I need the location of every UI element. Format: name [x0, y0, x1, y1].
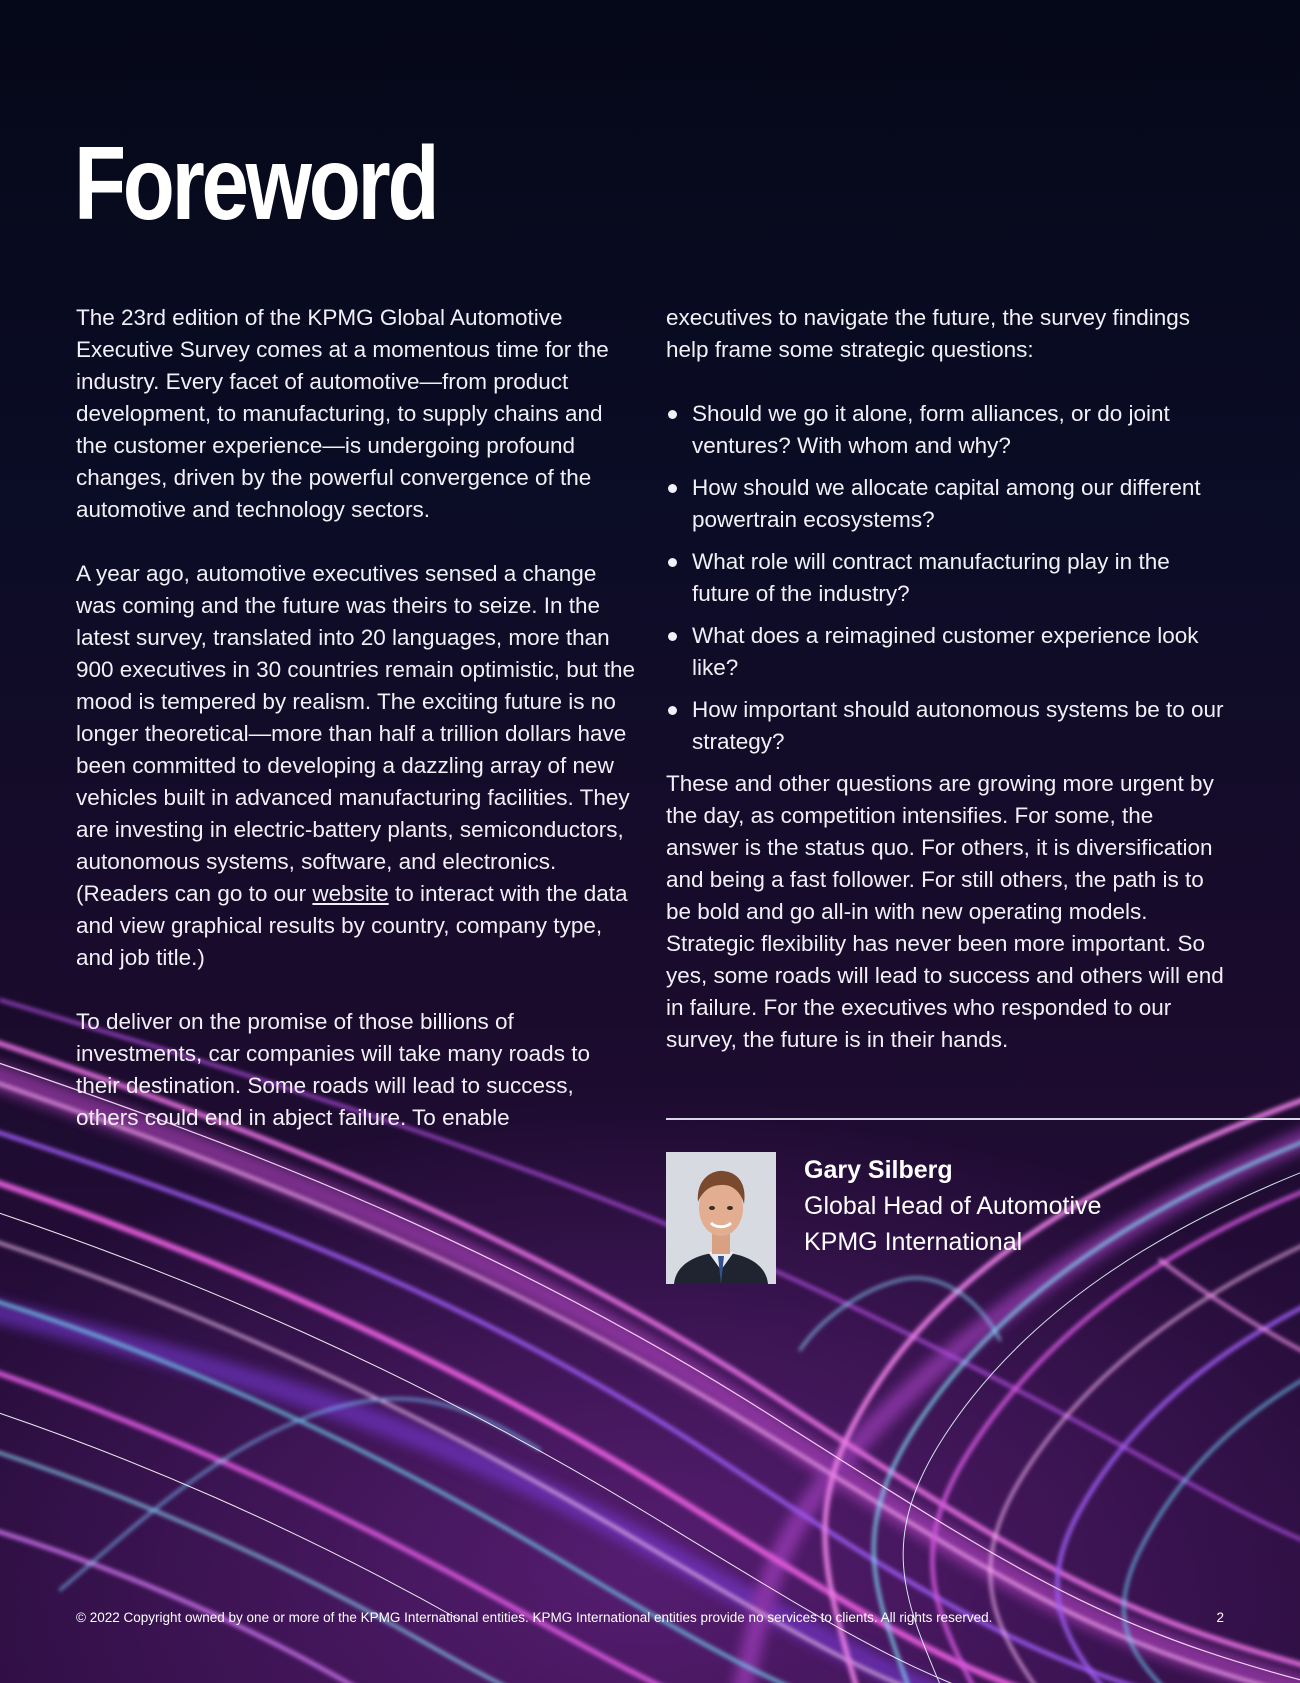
page-number: 2: [1216, 1610, 1224, 1625]
author-photo: [666, 1152, 776, 1284]
list-item: Should we go it alone, form alliances, or do joint ventures? With whom and why?: [666, 398, 1232, 462]
signature-divider: [666, 1118, 1300, 1120]
survey-paragraph-text-end: to interact with the data and view graphical results by country, company type, and job title.): [76, 881, 628, 970]
list-item: What role will contract manufacturing play in the future of the industry?: [666, 546, 1232, 610]
intro-paragraph: The 23rd edition of the KPMG Global Automotive Executive Survey comes at a momentous time for the industry. Every facet of automotive—from product development, to manufacturing, to supply chains and the customer experience—is undergoing profound changes, driven by the powerful convergence of the automotive and technology sectors.: [76, 305, 609, 522]
website-link[interactable]: website: [312, 881, 389, 906]
continuation-paragraph: executives to navigate the future, the survey findings help frame some strategic questions:: [666, 305, 1191, 362]
list-item: How important should autonomous systems be to our strategy?: [666, 694, 1232, 758]
list-item: How should we allocate capital among our different powertrain ecosystems?: [666, 472, 1232, 536]
list-item: What does a reimagined customer experience look like?: [666, 620, 1232, 684]
survey-paragraph: [76, 558, 636, 974]
right-column: [666, 302, 1232, 1088]
page-title: Foreword: [74, 126, 437, 242]
signature-block: [666, 1152, 1266, 1286]
survey-paragraph-text-start: A year ago, automotive executives sensed a change was coming and the future was theirs to seize. In the latest survey, translated into 20 languages, more than 900 executives in 30 countries remain optimistic, but the mood is tempered by realism. The exciting future is no longer theoretical—more than half a trillion dollars have been committed to developing a dazzling array of new vehicles built in advanced manufacturing facilities. They are investing in electric-battery plants, semiconductors, autonomous systems, software, and electronics. (Readers can go to our: [76, 561, 636, 906]
copyright-footer: © 2022 Copyright owned by one or more of the KPMG International entities. KPMG International entities provide no services to clients. All rights reserved.: [76, 1610, 993, 1625]
roads-paragraph: To deliver on the promise of those billions of investments, car companies will take many roads to their destination. Some roads will lead to success, others could end in abject failure. To enable: [76, 1009, 590, 1130]
author-name: Gary Silberg: [804, 1156, 953, 1184]
closing-paragraph: These and other questions are growing more urgent by the day, as competition intensifies. For some, the answer is the status quo. For others, it is diversification and being a fast follower. For still others, the path is to be bold and go all-in with new operating models. Strategic flexibility has never been more important. So yes, some roads will lead to success and others will end in failure. For the executives who responded to our survey, the future is in their hands.: [666, 771, 1224, 1052]
signature-text: [804, 1152, 1244, 1260]
author-role: Global Head of Automotive: [804, 1192, 1102, 1220]
author-organization: KPMG International: [804, 1228, 1023, 1256]
strategic-questions-list: [666, 398, 1232, 758]
left-column: [76, 302, 636, 1166]
portrait-illustration: [666, 1152, 776, 1284]
